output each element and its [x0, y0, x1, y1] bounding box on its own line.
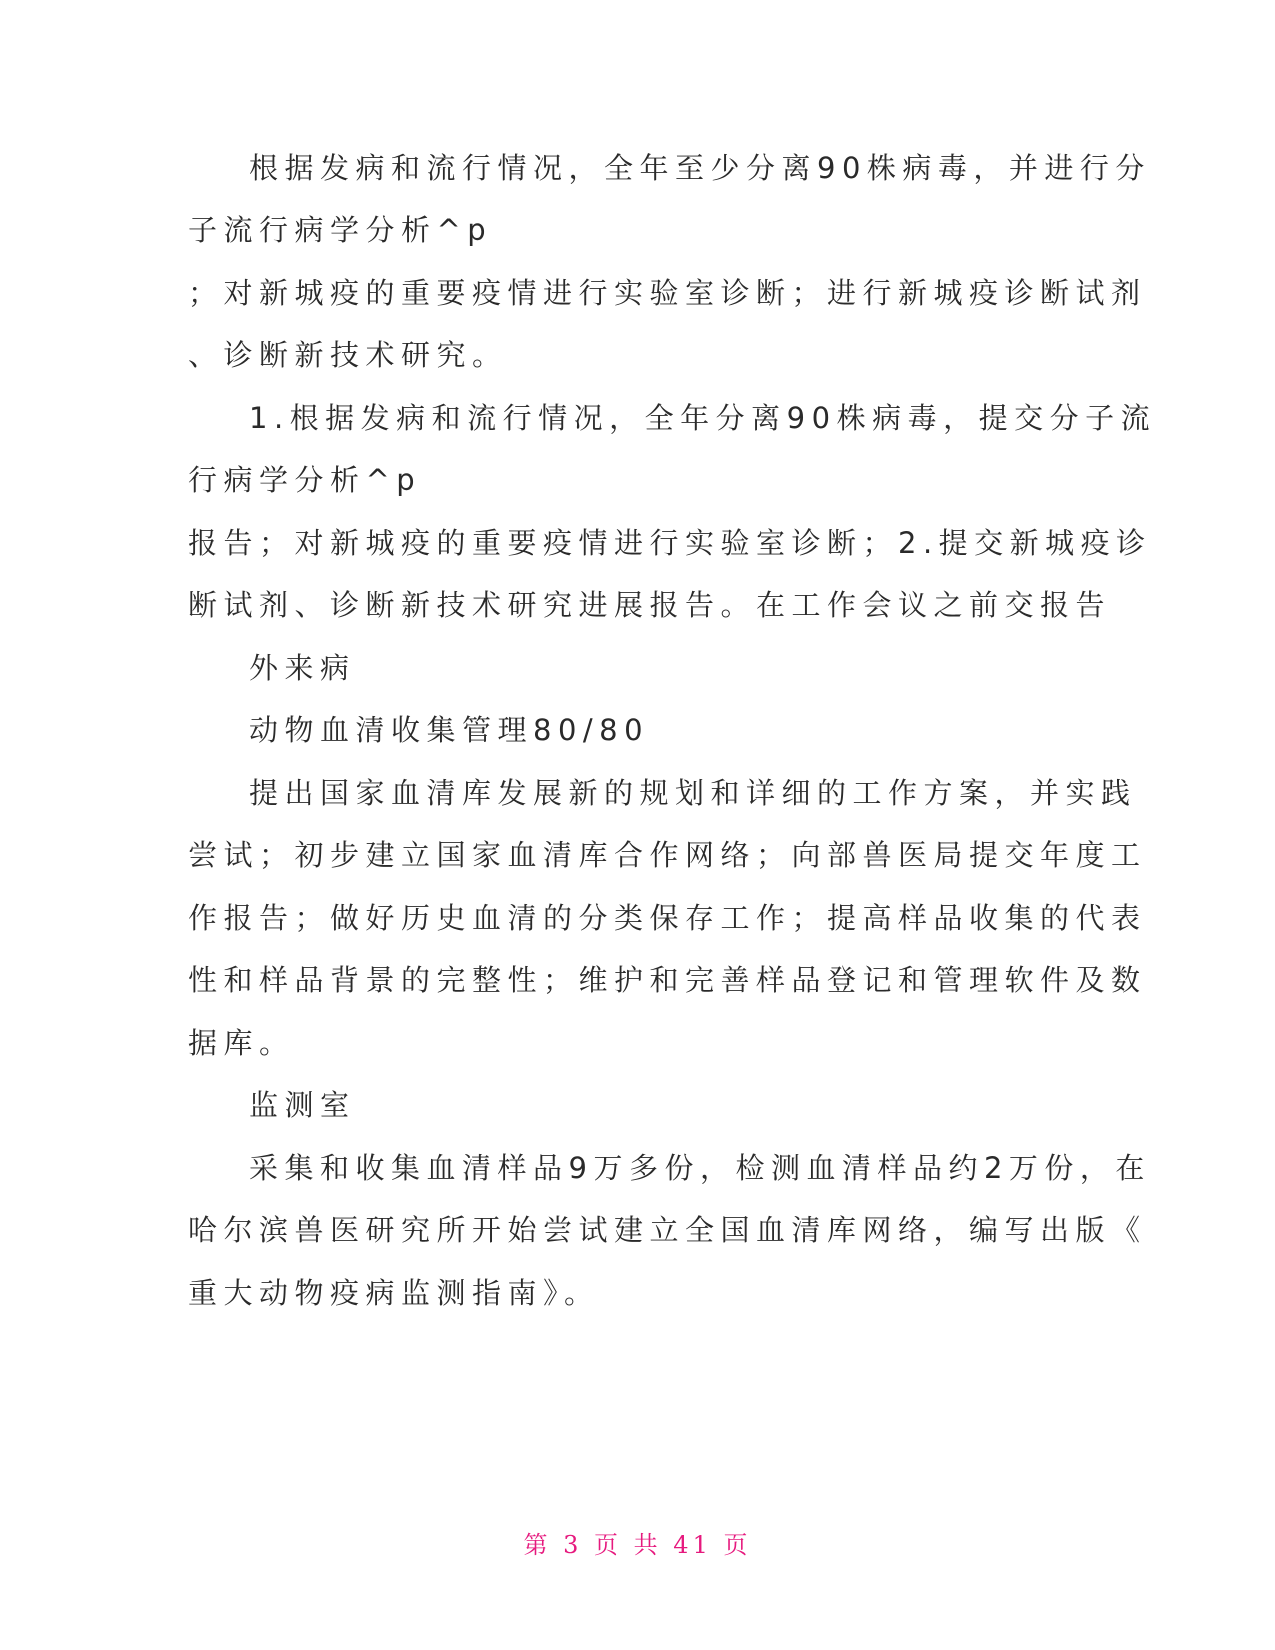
section-heading: 监测室: [249, 1088, 356, 1122]
section-heading: 外来病: [249, 651, 356, 685]
paragraph-line: 报告；对新城疫的重要疫情进行实验室诊断；2.提交新城疫诊: [188, 526, 1152, 560]
paragraph-line: 采集和收集血清样品9万多份，检测血清样品约2万份，在: [249, 1151, 1151, 1185]
paragraph-line: 据库。: [188, 1026, 295, 1060]
paragraph-line: 哈尔滨兽医研究所开始尝试建立全国血清库网络，编写出版《: [188, 1213, 1147, 1247]
paragraph-line: 行病学分析^p: [188, 463, 422, 497]
paragraph-line: 性和样品背景的完整性；维护和完善样品登记和管理软件及数: [188, 963, 1147, 997]
paragraph-line: 作报告；做好历史血清的分类保存工作；提高样品收集的代表: [188, 901, 1147, 935]
paragraph-line: 断试剂、诊断新技术研究进展报告。在工作会议之前交报告: [188, 588, 1112, 622]
paragraph-line: 尝试；初步建立国家血清库合作网络；向部兽医局提交年度工: [188, 838, 1147, 872]
page-number-footer: 第 3 页 共 41 页: [523, 1531, 752, 1559]
paragraph-line: 重大动物疫病监测指南》。: [188, 1276, 600, 1310]
paragraph-line: 子流行病学分析^p: [188, 213, 493, 247]
paragraph-line: 提出国家血清库发展新的规划和详细的工作方案，并实践: [249, 776, 1137, 810]
section-heading: 动物血清收集管理80/80: [249, 713, 650, 747]
paragraph-line: 、诊断新技术研究。: [188, 338, 508, 372]
paragraph-line: ；对新城疫的重要疫情进行实验室诊断；进行新城疫诊断试剂: [188, 276, 1147, 310]
paragraph-line: 1.根据发病和流行情况，全年分离90株病毒，提交分子流: [249, 401, 1157, 435]
paragraph-line: 根据发病和流行情况，全年至少分离90株病毒，并进行分: [249, 151, 1151, 185]
